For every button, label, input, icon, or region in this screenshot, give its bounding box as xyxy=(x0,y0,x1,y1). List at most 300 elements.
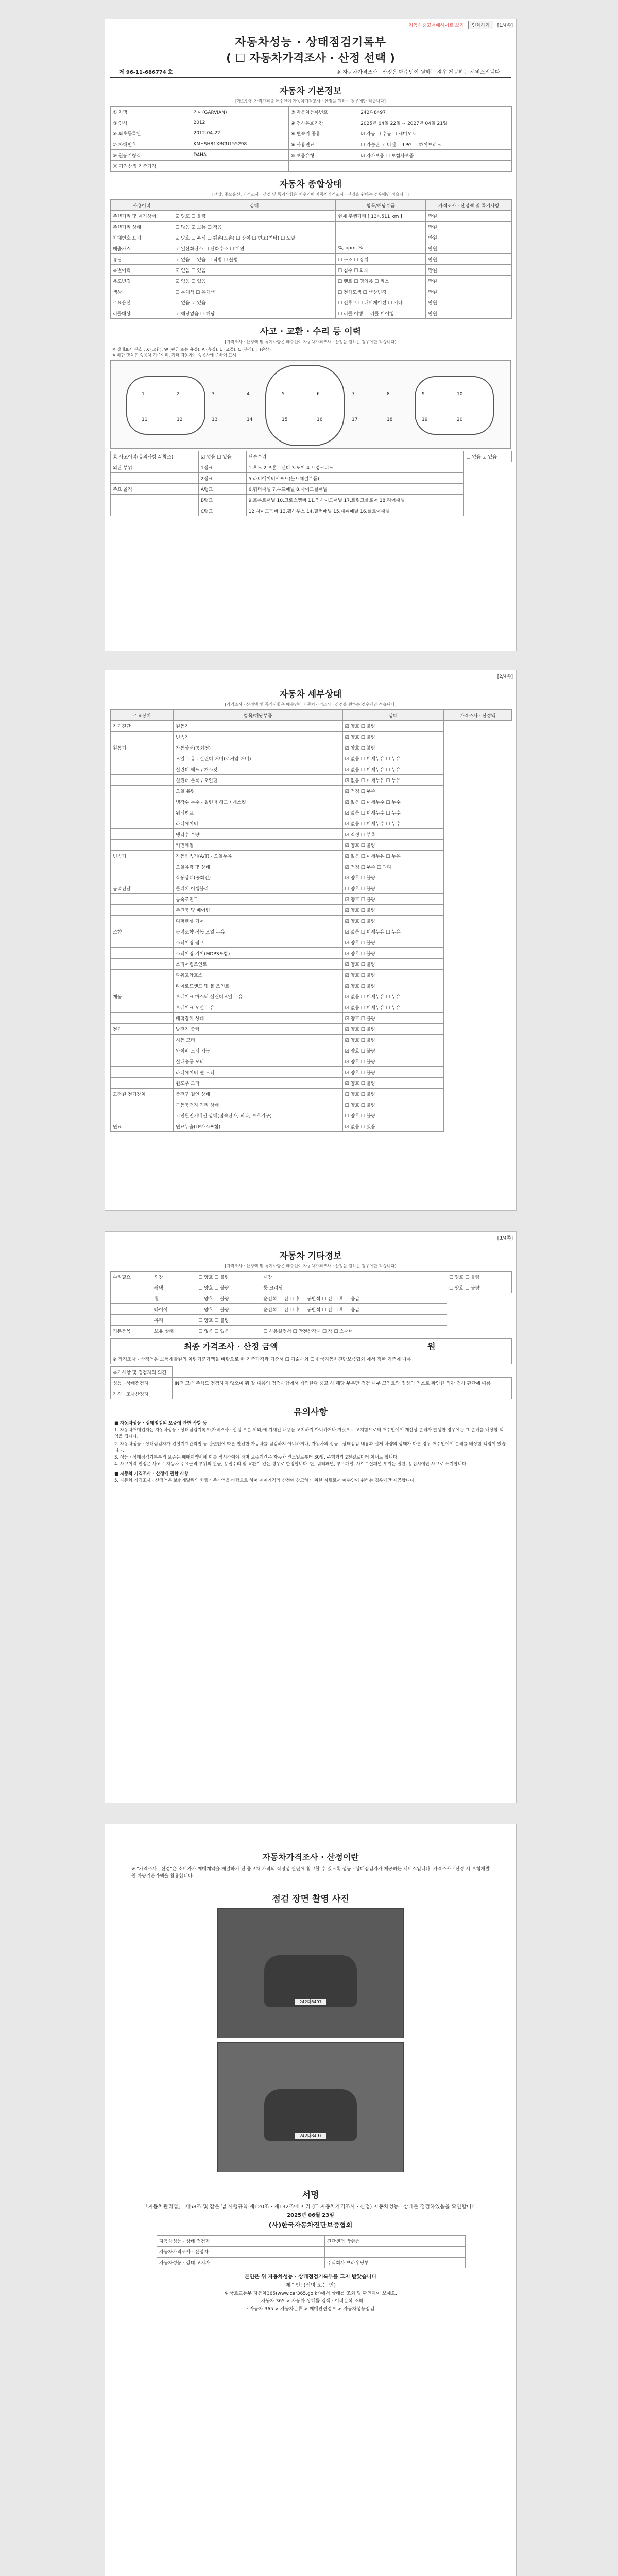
other-row xyxy=(111,1272,512,1282)
sign-cell: 자동차가격조사 · 산정자 xyxy=(157,2246,325,2257)
part-number: 14 xyxy=(247,417,253,422)
accident-cell xyxy=(111,495,199,505)
part-number: 7 xyxy=(352,392,355,397)
part-number: 13 xyxy=(212,417,218,422)
basic-info-note: [가로안된 가격가격을 매수인이 자동차가격조사 · 산정을 원하는 경우에만 적습니다] xyxy=(235,99,386,104)
detail-cell xyxy=(111,829,174,840)
part-number: 10 xyxy=(457,392,463,397)
other-cell: 광택 xyxy=(152,1282,196,1293)
basic-cell xyxy=(288,161,358,172)
status-cell: 리콜대상 xyxy=(111,308,173,319)
status-cell: ☑ 해당없음 ☐ 해당 xyxy=(173,308,336,319)
special-cell: 가격 · 조사산정자 xyxy=(111,1388,173,1399)
detail-cell: 윈도우 모터 xyxy=(174,1078,342,1089)
detail-row xyxy=(111,872,512,883)
status-col: 항목/해당부품 xyxy=(336,200,426,211)
accident-cell: 단순수리 xyxy=(246,451,464,462)
detail-row xyxy=(111,796,512,807)
basic-info-table xyxy=(110,106,512,172)
registration-bar xyxy=(110,65,511,78)
detail-cell: 실린더 블록 / 오일팬 xyxy=(174,775,342,786)
part-number: 9 xyxy=(422,392,425,397)
other-cell xyxy=(111,1315,152,1326)
other-cell: 룸 크리닝 xyxy=(261,1282,447,1293)
detail-cell: ☑ 양호 ☐ 불량 xyxy=(342,1078,444,1089)
detail-cell xyxy=(111,1035,174,1045)
detail-col: 가격조사 · 산정액 xyxy=(444,710,512,721)
detail-cell xyxy=(111,937,174,948)
accident-note: [가격조사 · 산정액 및 특기사항은 매수인이 자동차가격조사 · 산정을 원하는 경우에만 적습니다] xyxy=(225,340,397,344)
status-cell: 만원 xyxy=(426,308,512,319)
detail-cell: 클러치 어셈블리 xyxy=(174,883,342,894)
other-cell: ☐ 없음 ☐ 있음 xyxy=(196,1326,261,1336)
other-cell: 운전석 ☐ 전 ☐ 후 ☐ 동반석 ☐ 전 ☐ 후 ☐ 응급 xyxy=(261,1293,447,1304)
foot4: · 자동차 365 > 자동차 상태를 검색 · 이력분석 조회 xyxy=(258,2299,363,2304)
status-cell: ☐ 리콜 이행 ☐ 리콜 미이행 xyxy=(336,308,426,319)
basic-cell: 2012 xyxy=(191,117,288,128)
sign-cell: 자동차성능 · 상태 점검자 xyxy=(157,2235,325,2246)
other-cell xyxy=(261,1315,447,1326)
detail-row xyxy=(111,786,512,796)
caution-p2: 2. 자동차성능 · 상태점검자가 건설기계관리법 등 관련법에 따른 안전한 자동차를 점검하지 아니하거나, 자동차의 성능 · 상태점검 내용과 실제 차량의 상태가 다른 경우 매수인에게 손해를 배상할 책임이 있습니다. xyxy=(114,1441,506,1453)
other-table xyxy=(110,1271,512,1336)
status-cell: 만원 xyxy=(426,254,512,265)
status-cell: ☑ 일산화탄소 ☐ 탄화수소 ☐ 매연 xyxy=(173,243,336,254)
detail-cell xyxy=(111,818,174,829)
detail-row xyxy=(111,775,512,786)
reg-number-group xyxy=(119,67,173,75)
detail-cell: 브레이크 마스터 실린더오일 누유 xyxy=(174,991,342,1002)
status-cell: 만원 xyxy=(426,276,512,286)
detail-cell: 배력장치 상태 xyxy=(174,1013,342,1024)
status-row xyxy=(111,265,512,276)
title-line1: 자동차성능 · 상태점검기록부 xyxy=(235,36,386,49)
detail-row xyxy=(111,1089,512,1099)
detail-cell: 발전기 출력 xyxy=(174,1024,342,1035)
detail-cell: 등속조인트 xyxy=(174,894,342,905)
status-row xyxy=(111,211,512,222)
status-cell: ☐ 없음 ☑ 있음 xyxy=(173,297,336,308)
accident-cell: 9.프론트패널 10.크로스멤버 11.인사이드패널 17.트렁크플로어 18.리어패널 xyxy=(246,495,464,505)
basic-cell: D4HA xyxy=(191,150,288,161)
accident-cell: ⑫ 사고이력(유의사항 4 참조) xyxy=(111,451,199,462)
detail-cell: 변속기 xyxy=(111,851,174,861)
detail-row xyxy=(111,818,512,829)
page-number-2: [2/4쪽] xyxy=(497,674,513,680)
caution-p5: 5. 자동차 가격조사 · 산정액은 보험개발원의 차량기준가액을 바탕으로 하며 매매가격의 산정에 참고하기 위한 자료로서 매수인이 원하는 경우에만 제공합니다. xyxy=(114,1478,416,1484)
detail-cell xyxy=(111,959,174,970)
detail-cell: 오일 누유 - 실린더 커버(로커암 커버) xyxy=(174,753,342,764)
detail-cell: 커먼레일 xyxy=(174,840,342,851)
other-cell xyxy=(111,1304,152,1315)
detail-row xyxy=(111,732,512,742)
status-cell: 튜닝 xyxy=(111,254,173,265)
status-row xyxy=(111,297,512,308)
part-number: 8 xyxy=(387,392,390,397)
part-number: 3 xyxy=(212,392,215,397)
basic-row xyxy=(111,139,512,150)
detail-cell: 라디에이터 팬 모터 xyxy=(174,1067,342,1078)
car-left-view xyxy=(126,376,205,435)
detail-cell: ☑ 없음 ☐ 미세누수 ☐ 누수 xyxy=(342,818,444,829)
detail-cell xyxy=(111,775,174,786)
other-cell xyxy=(111,1293,152,1304)
car-diagram xyxy=(110,360,511,449)
part-number: 20 xyxy=(457,417,463,422)
status-cell: ☐ 선루프 ☐ 내비게이션 ☐ 기타 xyxy=(336,297,426,308)
foot3: ※ 국토교통부 자동차365(www.car365.go.kr)에서 상태를 조회 및 확인하여 보세요. xyxy=(224,2291,397,2296)
accident-cell: 1.후드 2.프론트펜더 3.도어 4.트렁크리드 xyxy=(246,462,464,473)
detail-cell xyxy=(111,1013,174,1024)
detail-cell: 시동 모터 xyxy=(174,1035,342,1045)
status-cell: 만원 xyxy=(426,222,512,232)
basic-cell: KMHSH81XBCU155298 xyxy=(191,139,288,150)
status-cell: ☐ 전체도색 ☐ 색상변경 xyxy=(336,286,426,297)
notice-link[interactable]: 자동차중고매매사이트 보기 xyxy=(408,23,465,28)
status-cell: ☑ 없음 ☐ 있음 xyxy=(173,265,336,276)
detail-cell xyxy=(111,948,174,959)
basic-cell: ☐ 가솔린 ☑ 디젤 ☐ LPG ☐ 하이브리드 xyxy=(358,139,512,150)
detail-row xyxy=(111,916,512,926)
detail-cell: 충전구 절연 상태 xyxy=(174,1089,342,1099)
accident-title: 사고 · 교환 · 수리 등 이력 xyxy=(260,327,362,337)
detail-row xyxy=(111,970,512,980)
special-cell xyxy=(172,1388,511,1399)
price-title: 최종 가격조사 · 산정 금액 xyxy=(111,1339,351,1353)
detail-row xyxy=(111,742,512,753)
detail-cell xyxy=(111,1002,174,1013)
detail-cell xyxy=(111,732,174,742)
basic-cell: ⑥ 변속기 종류 xyxy=(288,128,358,139)
status-cell: 만원 xyxy=(426,232,512,243)
detail-cell xyxy=(111,980,174,991)
detail-cell: 원동기 xyxy=(174,721,342,732)
detail-cell: 연료 xyxy=(111,1121,174,1132)
status-cell: 차대번호 표기 xyxy=(111,232,173,243)
detail-cell xyxy=(111,753,174,764)
detail-row xyxy=(111,753,512,764)
detail-cell: ☐ 양호 ☐ 불량 xyxy=(342,1110,444,1121)
status-cell: ☑ 양호 ☐ 부식 ☐ 훼손(오손) ☐ 상이 ☐ 변조(변타) ☐ 도말 xyxy=(173,232,336,243)
status-cell: 만원 xyxy=(426,243,512,254)
detail-cell: 추진축 및 베어링 xyxy=(174,905,342,916)
part-number: 16 xyxy=(317,417,323,422)
other-cell: 내장 xyxy=(261,1272,447,1282)
other-cell: 보유 상태 xyxy=(152,1326,196,1336)
detail-cell xyxy=(111,1056,174,1067)
status-cell: 현재 주행거리 [ 134,511 km ] xyxy=(336,211,426,222)
detail-cell: ☑ 없음 ☐ 미세누유 ☐ 누유 xyxy=(342,1002,444,1013)
part-number: 15 xyxy=(282,417,288,422)
price-row xyxy=(111,1339,512,1353)
detail-cell xyxy=(111,840,174,851)
part-number: 17 xyxy=(352,417,358,422)
detail-cell: 구동축전지 격리 상태 xyxy=(174,1099,342,1110)
foot2: 매수인: (서명 또는 인) xyxy=(285,2282,336,2289)
basic-cell xyxy=(358,161,512,172)
sign-row xyxy=(157,2257,466,2268)
detail-cell: 연료누출(LP가스포함) xyxy=(174,1121,342,1132)
part-number: 4 xyxy=(247,392,250,397)
accident-cell: 12.사이드멤버 13.휠하우스 14.필러패널 15.대쉬패널 16.플로어패널 xyxy=(246,505,464,516)
status-cell: ☐ 렌트 ☐ 영업용 ☐ 리스 xyxy=(336,276,426,286)
other-row xyxy=(111,1293,512,1304)
detail-cell xyxy=(111,786,174,796)
accident-table xyxy=(110,451,512,516)
detail-cell xyxy=(111,807,174,818)
detail-cell xyxy=(111,1110,174,1121)
detail-cell: 고전원 전기장치 xyxy=(111,1089,174,1099)
status-col: 상태 xyxy=(173,200,336,211)
sign-cell: 진단센터 박현종 xyxy=(324,2235,465,2246)
accident-cell: 6.쿼터패널 7.루프패널 8.사이드실패널 xyxy=(246,484,464,495)
detail-cell: 전기 xyxy=(111,1024,174,1035)
sign-footer xyxy=(105,2273,516,2314)
status-table xyxy=(110,199,512,319)
detail-cell xyxy=(111,861,174,872)
detail-cell: 작동상태(공회전) xyxy=(174,742,342,753)
detail-col: 상태 xyxy=(342,710,444,721)
sign-row xyxy=(157,2235,466,2246)
status-cell: 만원 xyxy=(426,265,512,276)
detail-cell: ☑ 양호 ☐ 불량 xyxy=(342,840,444,851)
status-row xyxy=(111,243,512,254)
part-number: 18 xyxy=(387,417,393,422)
other-row xyxy=(111,1304,512,1315)
detail-cell: 원동기 xyxy=(111,742,174,753)
choice-title: 자동차가격조사 · 산정이란 xyxy=(262,1852,359,1862)
detail-row xyxy=(111,926,512,937)
status-cell: 특별이력 xyxy=(111,265,173,276)
status-cell: ☑ 양호 ☐ 불량 xyxy=(173,211,336,222)
basic-row xyxy=(111,161,512,172)
detail-cell: 동력조향 작동 오일 누유 xyxy=(174,926,342,937)
page-3 xyxy=(105,1231,517,1803)
other-cell: 유리 xyxy=(152,1315,196,1326)
caution-sub1: ■ 자동차성능 · 상태점검의 보증에 관한 사항 등 xyxy=(114,1421,207,1426)
detail-row xyxy=(111,948,512,959)
accident-row xyxy=(111,484,512,495)
special-row xyxy=(111,1388,512,1399)
detail-cell: ☑ 양호 ☐ 불량 xyxy=(342,916,444,926)
part-number: 6 xyxy=(317,392,320,397)
basic-cell: ⑦ 차대번호 xyxy=(111,139,191,150)
detail-row xyxy=(111,851,512,861)
status-cell: ☑ 없음 ☐ 있음 ☐ 적법 ☐ 불법 xyxy=(173,254,336,265)
other-cell: 수리필요 xyxy=(111,1272,152,1282)
basic-cell: ⑨ 원동기형식 xyxy=(111,150,191,161)
part-number: 2 xyxy=(177,392,180,397)
detail-row xyxy=(111,1013,512,1024)
status-cell: 주행거리 상태 xyxy=(111,222,173,232)
print-button[interactable]: 인쇄하기 xyxy=(468,21,493,29)
part-number: 19 xyxy=(422,417,428,422)
detail-row xyxy=(111,721,512,732)
accident-cell: ☑ 없음 ☐ 있음 xyxy=(198,451,246,462)
other-note: [가격조사 · 산정액 및 특기사항은 매수인이 자동차가격조사 · 산정을 원하는 경우에만 적습니다] xyxy=(225,1264,397,1268)
detail-cell: ☑ 없음 ☐ 미세누수 ☐ 누수 xyxy=(342,807,444,818)
choice-box xyxy=(126,1845,495,1886)
detail-row xyxy=(111,829,512,840)
detail-cell: ☑ 없음 ☐ 미세누유 ☐ 누유 xyxy=(342,991,444,1002)
foot5: · 자동차 365 > 자동차분류 > 매매관련정보 > 자동차성능점검 xyxy=(246,2307,375,2312)
reg-suffix: 호 xyxy=(167,70,173,75)
basic-cell: ⑩ 보증유형 xyxy=(288,150,358,161)
detail-cell xyxy=(111,872,174,883)
detail-cell xyxy=(111,916,174,926)
status-cell: 만원 xyxy=(426,286,512,297)
detail-row xyxy=(111,1110,512,1121)
detail-cell: 와이퍼 모터 기능 xyxy=(174,1045,342,1056)
detail-row xyxy=(111,1035,512,1045)
detail-cell: ☑ 양호 ☐ 불량 xyxy=(342,959,444,970)
status-col: 사용이력 xyxy=(111,200,173,211)
accident-cell: 외판 부위 xyxy=(111,462,199,473)
status-cell: ☐ 많음 ☑ 보통 ☐ 적음 xyxy=(173,222,336,232)
page-number-3: [3/4쪽] xyxy=(497,1235,513,1241)
status-cell: 용도변경 xyxy=(111,276,173,286)
detail-cell: 라디에이터 xyxy=(174,818,342,829)
accident-cell: B랭크 xyxy=(198,495,246,505)
status-row xyxy=(111,254,512,265)
detail-cell: 스티어링조인트 xyxy=(174,959,342,970)
photo-plate-front: 242다8497 xyxy=(295,1999,326,2005)
detail-cell: ☑ 양호 ☐ 불량 xyxy=(342,970,444,980)
basic-row xyxy=(111,128,512,139)
other-cell: ☐ 양호 ☐ 불량 xyxy=(447,1272,511,1282)
detail-row xyxy=(111,894,512,905)
detail-cell: ☑ 없음 ☐ 미세누유 ☐ 누유 xyxy=(342,926,444,937)
basic-cell xyxy=(191,161,288,172)
page-header-2 xyxy=(105,670,516,682)
detail-cell xyxy=(111,1067,174,1078)
detail-cell: 자동변속기(A/T) - 오일누유 xyxy=(174,851,342,861)
detail-cell: ☑ 양호 ☐ 불량 xyxy=(342,948,444,959)
detail-cell: ☐ 양호 ☐ 불량 xyxy=(342,883,444,894)
part-number: 5 xyxy=(282,392,285,397)
accident-legend: ※ 상태표시 부호 : X (교환), W (판금 또는 용접), A (흠집), U (요철), C (부식), T (손상) xyxy=(112,347,271,352)
reg-label: 제 xyxy=(119,70,125,75)
detail-cell: 실린더 헤드 / 개스킷 xyxy=(174,764,342,775)
page-2 xyxy=(105,670,517,1211)
detail-cell: 디퍼렌셜 기어 xyxy=(174,916,342,926)
car-right-view xyxy=(415,376,494,435)
detail-cell: 냉각수 수량 xyxy=(174,829,342,840)
status-cell: 색상 xyxy=(111,286,173,297)
detail-row xyxy=(111,937,512,948)
detail-cell xyxy=(111,905,174,916)
detail-cell: 조향 xyxy=(111,926,174,937)
detail-cell: 스티어링 펌프 xyxy=(174,937,342,948)
basic-row xyxy=(111,117,512,128)
detail-header xyxy=(111,710,512,721)
detail-cell: ☐ 양호 ☐ 불량 xyxy=(342,1089,444,1099)
sign-cell xyxy=(324,2246,465,2257)
detail-cell: ☑ 없음 ☐ 미세누유 ☐ 누유 xyxy=(342,775,444,786)
basic-cell: ☑ 자동 ☐ 수동 ☐ 세미오토 xyxy=(358,128,512,139)
page-1 xyxy=(105,19,517,651)
detail-cell: 작동상태(공회전) xyxy=(174,872,342,883)
choice-text: ※ "가격조사 · 산정"은 소비자가 매매계약을 체결하기 전 중고차 가격의 적정성 판단에 참고할 수 있도록 성능 · 상태점검자가 제공하는 서비스입니다. 가격조사 · 산정 시 보험개발원 차량기준가액을 활용합니다. xyxy=(131,1867,490,1879)
detail-cell: 파워고압호스 xyxy=(174,970,342,980)
accident-row xyxy=(111,473,512,484)
accident-cell: A랭크 xyxy=(198,484,246,495)
detail-cell xyxy=(111,796,174,807)
status-cell xyxy=(336,222,426,232)
foot1: 본인은 위 자동차성능 · 상태점검기록부를 고지 받았습니다 xyxy=(244,2274,377,2280)
other-row xyxy=(111,1326,512,1336)
detail-cell xyxy=(111,764,174,775)
sign-cell: 주식회사 브라우닝투 xyxy=(324,2257,465,2268)
accident-legend2: ※ 하단 항목은 승용차 기준이며, 기타 자동차는 승용차에 준하여 표시 xyxy=(112,353,236,358)
other-row xyxy=(111,1282,512,1293)
special-cell: 성능 · 상태점검자 xyxy=(111,1378,173,1388)
basic-cell: ⑤ 최초등록일 xyxy=(111,128,191,139)
status-cell: 주행거리 및 계기상태 xyxy=(111,211,173,222)
reg-note: ※ 자동차가격조사 · 산정은 매수인이 원하는 경우 제공하는 서비스입니다. xyxy=(336,70,502,75)
detail-row xyxy=(111,1121,512,1132)
detail-row xyxy=(111,905,512,916)
price-table xyxy=(110,1338,512,1364)
detail-cell: ☑ 양호 ☐ 불량 xyxy=(342,1067,444,1078)
detail-cell: ☑ 적정 ☐ 부족 ☐ 과다 xyxy=(342,861,444,872)
status-cell: %, ppm, % xyxy=(336,243,426,254)
part-number: 12 xyxy=(177,417,183,422)
basic-cell: ② 자동차등록번호 xyxy=(288,107,358,117)
price-unit: 원 xyxy=(351,1339,512,1353)
detail-cell: 변속기 xyxy=(174,732,342,742)
sign-cell: 자동차성능 · 상태 고지자 xyxy=(157,2257,325,2268)
accident-cell: C랭크 xyxy=(198,505,246,516)
detail-cell: 고전원전기배선 상태(접속단자, 피복, 보호기구) xyxy=(174,1110,342,1121)
special-cell: IN전 고속 주행도 점검하지 않으며 뭐 잘 내용의 점검사항에서 제외한다 중고 하 해당 부분만 점검 내부 고연료와 정성의 연소로 확인한 외관 검사 판단에 따름 xyxy=(172,1378,511,1388)
other-row xyxy=(111,1315,512,1326)
other-cell: 운전석 ☐ 전 ☐ 후 ☐ 동반석 ☐ 전 ☐ 후 ☐ 응급 xyxy=(261,1304,447,1315)
page-header xyxy=(105,19,516,30)
detail-cell: ☑ 양호 ☐ 불량 xyxy=(342,1013,444,1024)
caution-sub2: ■ 자동차 가격조사 · 산정에 관한 사항 xyxy=(114,1471,188,1477)
basic-cell: ☑ 자가보증 ☐ 보험사보증 xyxy=(358,150,512,161)
car-top-view xyxy=(265,365,345,446)
status-col: 가격조사 · 산정액 및 특기사항 xyxy=(426,200,512,211)
basic-cell: ⑪ 가격산정 기준가격 xyxy=(111,161,191,172)
inspection-photo-front xyxy=(217,1908,404,2038)
detail-row xyxy=(111,1002,512,1013)
status-cell: ☐ 침수 ☐ 화재 xyxy=(336,265,426,276)
status-cell: ☐ 구조 ☐ 장치 xyxy=(336,254,426,265)
detail-cell: 제동 xyxy=(111,991,174,1002)
accident-cell: 주요 골격 xyxy=(111,484,199,495)
accident-row xyxy=(111,451,512,462)
detail-row xyxy=(111,1024,512,1035)
detail-note: [가격조사 · 산정액 및 특기사항은 매수인이 자동차가격조사 · 산정을 원하는 경우에만 적습니다] xyxy=(225,702,397,707)
detail-cell: 스티어링 기어(MDPS포함) xyxy=(174,948,342,959)
detail-cell: ☑ 없음 ☐ 미세누유 ☐ 누유 xyxy=(342,753,444,764)
detail-cell: ☐ 양호 ☐ 불량 xyxy=(342,1099,444,1110)
detail-cell xyxy=(111,1078,174,1089)
sign-title: 서명 xyxy=(302,2190,319,2200)
basic-cell: ① 차명 xyxy=(111,107,191,117)
detail-cell: 워터펌프 xyxy=(174,807,342,818)
detail-row xyxy=(111,861,512,872)
caution-p1: 1. 자동차매매업자는 자동차성능 · 상태점검기록부(가격조사 · 산정 부분 제외)에 기재된 내용을 고지하지 아니하거나 거짓으로 고지함으로써 매수인에게 재산상 손해가 발생한 경우에는 그 손해를 배상할 책임을 집니다. xyxy=(114,1428,504,1440)
status-cell: 배출가스 xyxy=(111,243,173,254)
detail-cell: 오일유량 및 상태 xyxy=(174,861,342,872)
detail-table xyxy=(110,709,512,1132)
detail-cell: 브레이크 오일 누유 xyxy=(174,1002,342,1013)
caution-p3: 3. 성능 · 상태점검기록부의 보증은 매매계약서에 이를 적시하여야 하며 보증기간은 자동차 인도일로부터 30일, 주행거리 2천킬로미터 이내로 합니다. xyxy=(114,1454,399,1460)
detail-cell: ☑ 적정 ☐ 부족 xyxy=(342,786,444,796)
